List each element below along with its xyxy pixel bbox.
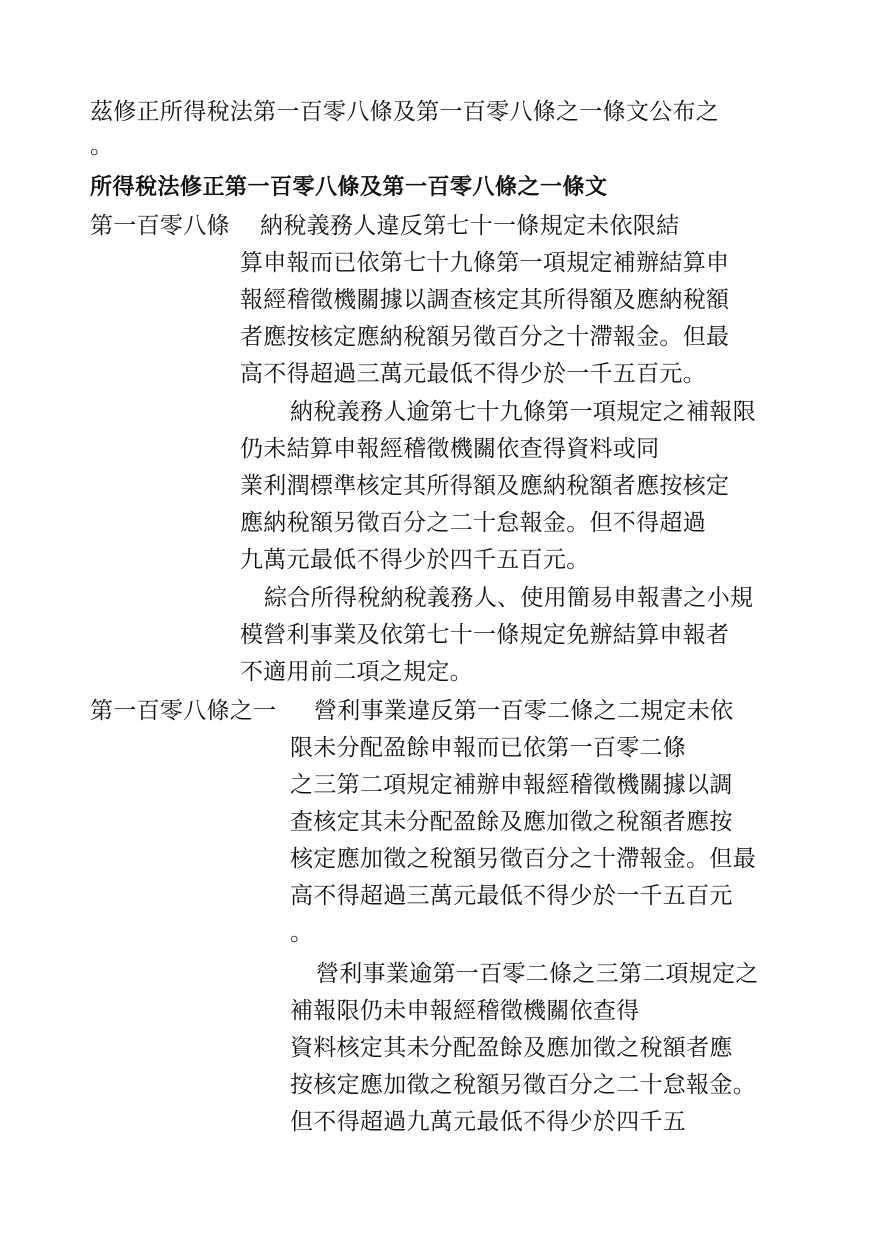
intro-line: 。 — [90, 133, 114, 159]
article-108-1-text-line: 資料核定其未分配盈餘及應加徵之稅額者應 — [290, 1035, 733, 1061]
article-108-text-line: 應納稅額另徵百分之二十怠報金。但不得超過 — [240, 510, 706, 536]
article-108-text-line: 模營利事業及依第七十一條規定免辦結算申報者 — [240, 622, 730, 648]
intro-line: 茲修正所得稅法第一百零八條及第一百零八條之一條文公布之 — [90, 99, 720, 125]
article-108-1-text-line: 之三第二項規定補辦申報經稽徵機關據以調 — [290, 772, 733, 798]
article-108-text-line: 報經稽徵機關據以調查核定其所得額及應納稅額 — [240, 287, 730, 313]
article-108-text-line: 算申報而已依第七十九條第一項規定補辦結算申 — [240, 250, 730, 276]
article-108-1-text-line: 營利事業違反第一百零二條之二規定未依 — [314, 698, 734, 724]
article-108-text-line: 納稅義務人違反第七十一條規定未依限結 — [260, 213, 680, 239]
article-108-text-line: 九萬元最低不得少於四千五百元。 — [240, 547, 590, 573]
article-108-1-text-line: 但不得超過九萬元最低不得少於四千五 — [290, 1109, 687, 1135]
article-108-text-line: 高不得超過三萬元最低不得少於一千五百元。 — [240, 361, 706, 387]
article-108-1-label: 第一百零八條之一 — [90, 698, 277, 724]
article-108-1-text-line: 按核定應加徵之稅額另徵百分之二十怠報金。 — [290, 1072, 756, 1098]
article-108-1-text-line: 限未分配盈餘申報而已依第一百零二條 — [290, 735, 687, 761]
article-108-text-line: 不適用前二項之規定。 — [240, 659, 473, 685]
article-108-1-text-line: 補報限仍未申報經稽徵機關依查得 — [290, 998, 640, 1024]
article-108-text-line: 綜合所得稅納稅義務人、使用簡易申報書之小規 — [264, 585, 754, 611]
article-108-text-line: 納稅義務人逾第七十九條第一項規定之補報限 — [290, 399, 756, 425]
article-108-1-text-line: 高不得超過三萬元最低不得少於一千五百元 — [290, 883, 733, 909]
article-108-text-line: 者應按核定應納稅額另徵百分之十滯報金。但最 — [240, 324, 730, 350]
article-108-1-text-line: 查核定其未分配盈餘及應加徵之稅額者應按 — [290, 809, 733, 835]
article-108-1-text-line: 。 — [290, 920, 314, 946]
article-108-label: 第一百零八條 — [90, 213, 230, 239]
article-108-text-line: 業利潤標準核定其所得額及應納稅額者應按核定 — [240, 473, 730, 499]
article-108-text-line: 仍未結算申報經稽徵機關依查得資料或同 — [240, 436, 660, 462]
document-heading: 所得稅法修正第一百零八條及第一百零八條之一條文 — [90, 175, 608, 200]
article-108-1-text-line: 營利事業逾第一百零二條之三第二項規定之 — [316, 961, 759, 987]
article-108-1-text-line: 核定應加徵之稅額另徵百分之十滯報金。但最 — [290, 846, 756, 872]
